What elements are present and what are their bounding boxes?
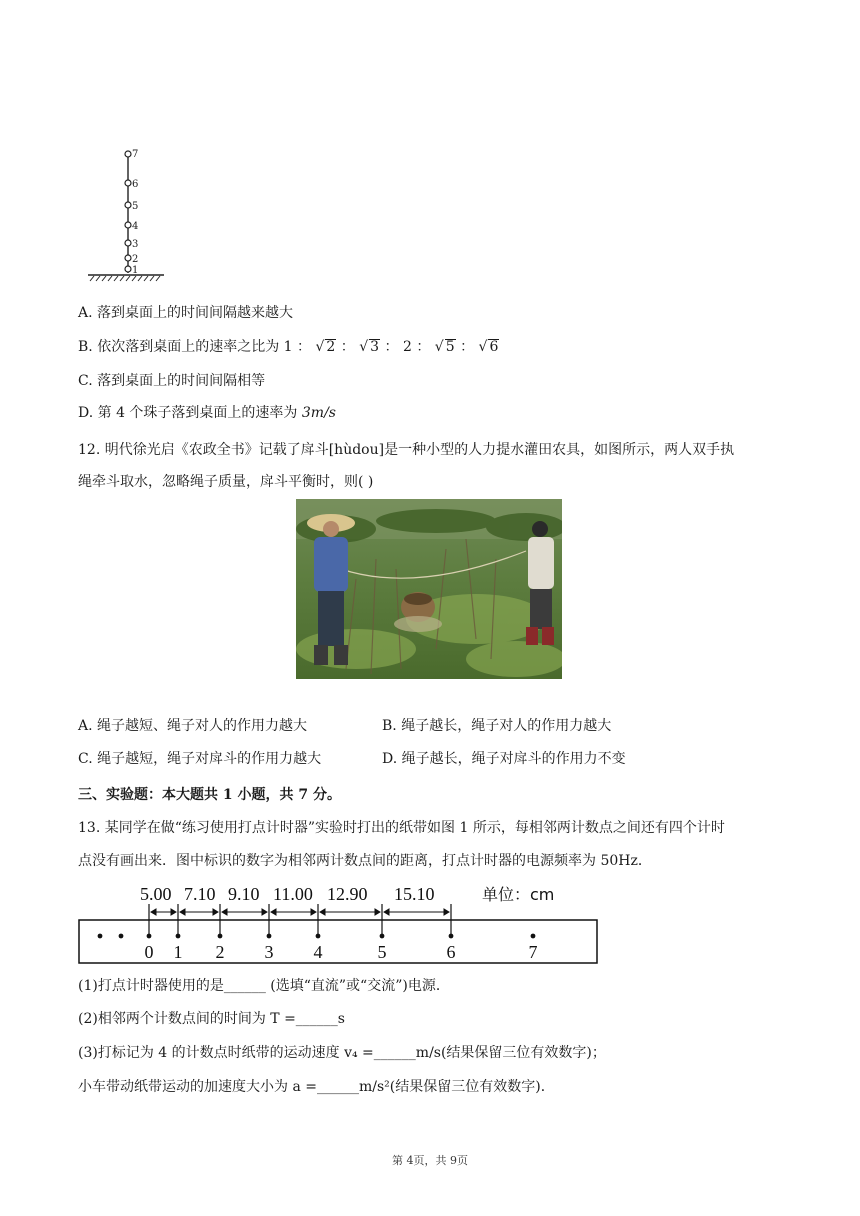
tape-label-3: 3	[264, 942, 274, 962]
ratio-two: 2	[402, 339, 412, 355]
ratio-sep: ：	[340, 339, 355, 355]
bead-3	[125, 240, 131, 246]
tape-distance-3: 9.10	[228, 884, 260, 904]
q13-sub-2: (2)相邻两个计数点间的时间为 T =______s	[78, 1011, 345, 1027]
q11-option-b: B. 依次落到桌面上的速率之比为 1 ： √ 2 ： √ 3 ： 2 ： √ 5 ： √ 6	[78, 339, 499, 355]
tape-point-6	[449, 934, 454, 939]
tape-label-7: 7	[528, 942, 538, 962]
tape-distance-1: 5.00	[140, 884, 172, 904]
bead-label-1: 1	[132, 265, 139, 276]
q12-option-d: D. 绳子越长，绳子对戽斗的作用力不变	[382, 751, 626, 767]
tape-point-0	[147, 934, 152, 939]
tape-label-6: 6	[446, 942, 456, 962]
bead-label-4: 4	[132, 221, 139, 232]
tape-label-2: 2	[215, 942, 225, 962]
irrigation-photo	[296, 499, 562, 679]
q11-option-d-text: D. 第 4 个珠子落到桌面上的速率为	[78, 405, 302, 421]
tape-distance-5: 12.90	[327, 884, 368, 904]
bead-7	[125, 151, 131, 157]
tape-strip	[79, 920, 597, 963]
bead-1	[125, 266, 131, 272]
bead-5	[125, 202, 131, 208]
q12-option-b: B. 绳子越长，绳子对人的作用力越大	[382, 718, 612, 734]
bead-label-3: 3	[132, 239, 139, 250]
q13-sub-3: (3)打标记为 4 的计数点时纸带的运动速度 v₄ =______m/s(结果保留三位有效数字)；	[78, 1045, 606, 1061]
sqrt-5: 5	[445, 339, 455, 355]
tape-label-5: 5	[377, 942, 387, 962]
bead-4	[125, 222, 131, 228]
q11-option-d	[78, 403, 336, 423]
bead-label-7: 7	[132, 149, 139, 160]
tape-distance-2: 7.10	[184, 884, 216, 904]
bead-2	[125, 255, 131, 261]
tape-point-7	[531, 934, 536, 939]
tape-label-0: 0	[144, 942, 154, 962]
q13-line-1: 13. 某同学在做“练习使用打点计时器”实验时打出的纸带如图 1 所示，每相邻两计数点之间还有四个计时	[78, 820, 725, 836]
q12-option-a: A. 绳子越短、绳子对人的作用力越大	[78, 718, 308, 734]
ratio-sep: ：	[460, 339, 475, 355]
q13-sub-4: 小车带动纸带运动的加速度大小为 a =______m/s²(结果保留三位有效数字)．	[78, 1079, 555, 1095]
tape-point-2	[218, 934, 223, 939]
q12-option-c: C. 绳子越短，绳子对戽斗的作用力越大	[78, 751, 322, 767]
ratio-sep: ：	[384, 339, 399, 355]
q11-option-c: C. 落到桌面上的时间间隔相等	[78, 373, 266, 389]
sqrt-2: 2	[326, 339, 336, 355]
bead-label-6: 6	[132, 179, 139, 190]
q11-option-b-prefix: B. 依次落到桌面上的速率之比为 1 ：	[78, 339, 311, 355]
tape-point-4	[316, 934, 321, 939]
bead-label-5: 5	[132, 201, 139, 212]
tape-distance-6: 15.10	[394, 884, 435, 904]
section-heading: 三、实验题：本大题共 1 小题，共 7 分。	[78, 787, 341, 803]
bead-6	[125, 180, 131, 186]
tape-point-3	[267, 934, 272, 939]
tape-unit: 单位：cm	[482, 885, 555, 904]
tape-point-1	[176, 934, 181, 939]
q11-option-a: A. 落到桌面上的时间间隔越来越大	[78, 305, 294, 321]
q13-sub-1: (1)打点计时器使用的是______ (选填“直流”或“交流”)电源．	[78, 978, 450, 994]
sqrt-3: 3	[370, 339, 380, 355]
bead-string-figure	[84, 145, 174, 285]
q11-option-d-value: 3m/s	[301, 405, 336, 421]
page-footer: 第 4页，共 9页	[392, 1154, 468, 1167]
q13-line-2: 点没有画出来．图中标识的数字为相邻两计数点间的距离，打点计时器的电源频率为 50Hz．	[78, 853, 652, 869]
bead-label-2: 2	[132, 254, 139, 265]
q12-line-2: 绳牵斗取水，忽略绳子质量，戽斗平衡时，则( )	[78, 474, 374, 490]
q12-line-1: 12. 明代徐光启《农政全书》记载了戽斗[hùdou]是一种小型的人力提水灌田农具，如图所示，两人双手执	[78, 442, 735, 458]
ratio-sep: ：	[416, 339, 431, 355]
paper-tape-figure	[76, 876, 602, 968]
tape-label-4: 4	[313, 942, 323, 962]
sqrt-6: 6	[489, 339, 499, 355]
tape-point-5	[380, 934, 385, 939]
tape-label-1: 1	[173, 942, 183, 962]
tape-distance-4: 11.00	[273, 884, 313, 904]
